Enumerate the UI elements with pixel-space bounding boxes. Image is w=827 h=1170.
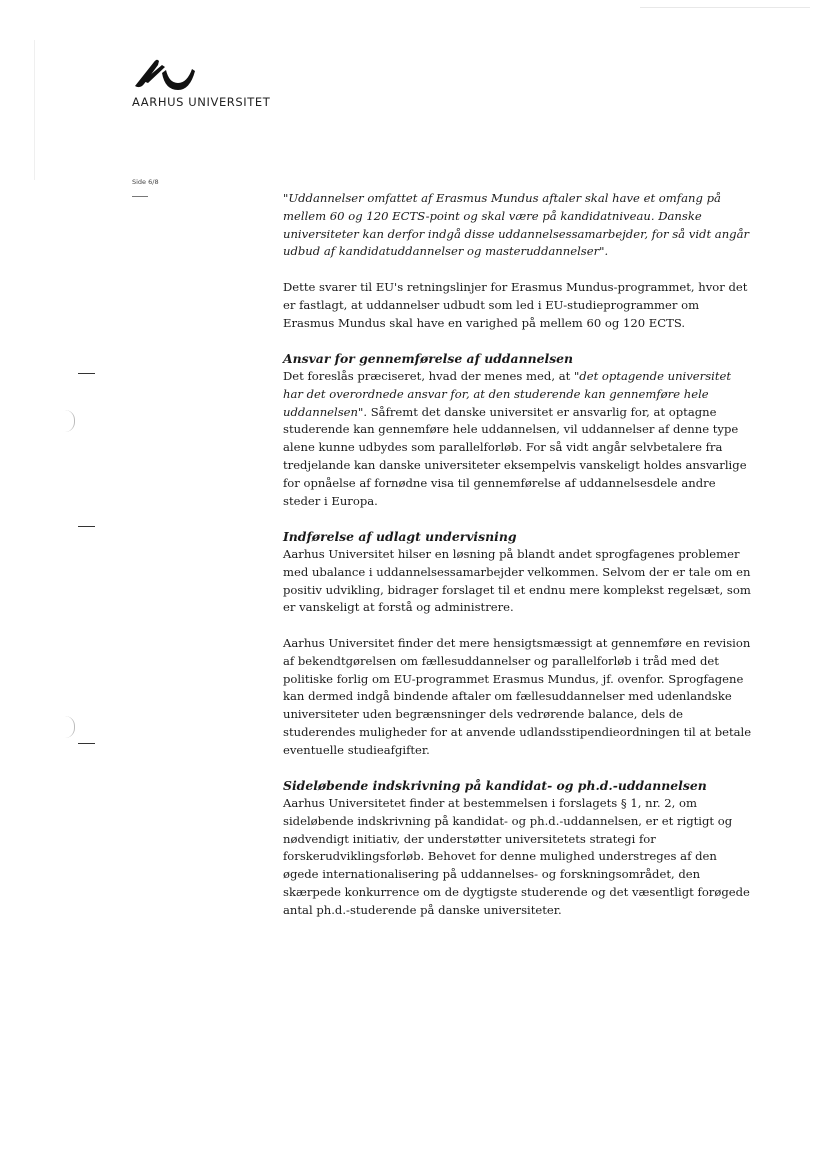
quoted-text: "det optagende universitet har det overordnede ansvar for, at den studerende kan gennemføre hele uddannelsen"	[283, 368, 732, 419]
section-heading: Sideløbende indskrivning på kandidat- og ph.d.-uddannelsen	[283, 778, 707, 794]
section-heading: Indførelse af udlagt undervisning	[283, 529, 517, 545]
section-outsourced-teaching	[283, 528, 753, 617]
scan-artifact-line	[34, 40, 35, 180]
margin-mark	[78, 526, 95, 527]
letter-body	[283, 190, 753, 937]
punch-hole-mark	[64, 716, 75, 738]
divider	[132, 196, 148, 197]
section-paragraph: Aarhus Universitetet finder at bestemmelsen i forslagets § 1, nr. 2, om sideløbende indskrivning på kandidat- og ph.d.-uddannelsen, er et rigtigt og nødvendigt initiativ, der understøtter universitetets strategi for forskerudviklingsforløb. Behovet for denne mulighed understreges af den øgede internationalisering på uddannelses- og forskningsområdet, den skærpede konkurrence om de dygtigste studerende og det væsentligt forøgede antal ph.d.-studerende på danske universiteter.	[283, 796, 750, 917]
intro-paragraph: Dette svarer til EU's retningslinjer for Erasmus Mundus-programmet, hvor det er fastlagt, at uddannelser udbudt som led i EU-studieprogrammer om Erasmus Mundus skal have en varighed på mellem 60 og 120 ECTS.	[283, 279, 748, 330]
section-concurrent-enrollment	[283, 777, 753, 919]
margin-mark	[78, 373, 95, 374]
scan-artifact-line	[640, 7, 810, 8]
section-paragraph	[283, 368, 753, 510]
page-number: Side 6/8	[132, 178, 159, 186]
section-paragraph: Aarhus Universitet finder det mere hensigtsmæssigt at gennemføre en revision af bekendtgørelsen om fællesuddannelser og parallelforløb i tråd med det politiske forlig om EU-programmet Erasmus Mundus, jf. ovenfor. Sprogfagene kan dermed indgå bindende aftaler om fællesuddannelser med udenlandske universiteter uden begrænsninger dels vedrørende balance, dels de studerendes muligheder for at anvende udlandsstipendieordningen til at betale eventuelle studieafgifter.	[283, 635, 752, 757]
section-responsibility	[283, 350, 753, 510]
section-paragraph: Aarhus Universitet hilser en løsning på blandt andet sprogfagenes problemer med ubalance i uddannelsessamarbejder velkommen. Selvom der er tale om en positiv udvikling, bidrager forslaget til et endnu mere komplekst regelsæt, som er vanskeligt at forstå og administrere.	[283, 546, 751, 615]
paragraph-text: . Såfremt det danske universitet er ansvarlig for, at optagne studerende kan gennemføre hele uddannelsen, vil uddannelser af denne type alene kunne udbydes som parallelforløb. For så vidt angår selvbetalere fra tredjelande kan danske universiteter eksempelvis vanskeligt holdes ansvarlige for opnåelse af fornødne visa til gennemførelse af uddannelsesdele andre steder i Europa.	[283, 404, 747, 508]
aarhus-university-logo-icon	[132, 52, 198, 92]
intro-quote: "Uddannelser omfattet af Erasmus Mundus aftaler skal have et omfang på mellem 60 og 120 ECTS-point og skal være på kandidatniveau. Danske universiteter kan derfor indgå disse uddannelsessamarbejder, for så vidt angår udbud af kandidatuddannelser og masteruddannelser".	[283, 191, 750, 259]
university-name: AARHUS UNIVERSITET	[132, 95, 271, 109]
paragraph-text: Det foreslås præciseret, hvad der menes med, at	[283, 368, 574, 383]
section-heading: Ansvar for gennemførelse af uddannelsen	[283, 351, 574, 367]
margin-mark	[78, 743, 95, 744]
punch-hole-mark	[64, 410, 75, 432]
